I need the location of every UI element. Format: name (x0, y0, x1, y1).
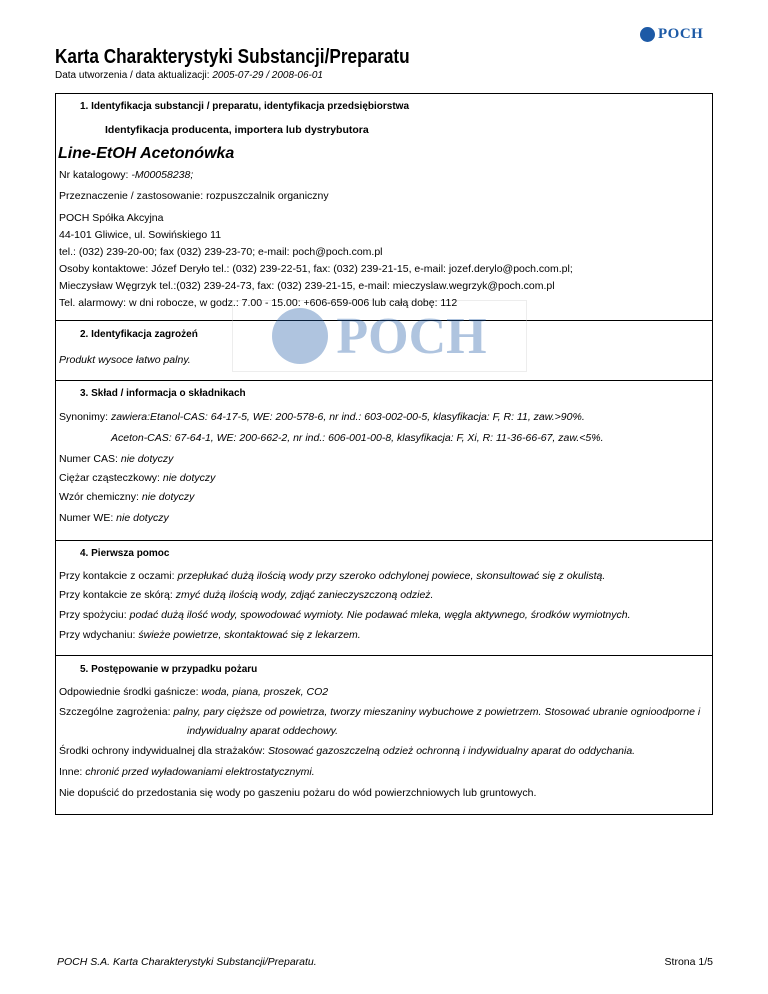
company-line: Osoby kontaktowe: Józef Deryło tel.: (032) 239-22-51, fax: (032) 239-21-15, e-mail: jozef.derylo@poch.com.pl; (59, 263, 573, 275)
poch-logo-icon (640, 27, 655, 42)
other-measures (59, 766, 315, 778)
field-value: nie dotyczy (120, 453, 174, 465)
firefighter-protection (59, 745, 635, 757)
company-line: Mieczysław Węgrzyk tel.:(032) 239-24-73, fax: (032) 239-21-15, e-mail: mieczyslaw.wegrzyk@poch.com.pl (59, 280, 555, 292)
field-value: palny, pary cięższe od powietrza, tworzy mieszaniny wybuchowe z powietrzem. Stosować ubranie ognioodporne i (173, 706, 701, 718)
first-aid-eyes (59, 570, 605, 582)
hazard-text (59, 354, 191, 366)
field-label: Przy kontakcie z oczami: (59, 570, 178, 582)
field-value: nie dotyczy (141, 491, 195, 503)
purpose-line: Przeznaczenie / zastosowanie: rozpuszczalnik organiczny (59, 190, 329, 202)
field-label: Ciężar cząsteczkowy: (59, 472, 163, 484)
product-name: Line-EtOH Acetonówka (58, 145, 235, 162)
field-label: Inne: (59, 766, 86, 778)
section-5-heading: 5. Postępowanie w przypadku pożaru (80, 664, 258, 675)
field-value: świeże powietrze, skontaktować się z lekarzem. (138, 629, 361, 641)
footer-document-name: POCH S.A. Karta Charakterystyki Substancji/Preparatu. (57, 956, 317, 968)
field-label: Środki ochrony indywidualnej dla strażaków: (59, 745, 268, 757)
special-hazards (59, 706, 700, 718)
synonyms-line-2 (111, 432, 604, 444)
dates-value: 2005-07-29 / 2008-06-01 (212, 70, 323, 81)
special-hazards-cont (187, 725, 338, 737)
first-aid-inhalation (59, 629, 361, 641)
synonyms-value-2: Aceton-CAS: 67-64-1, WE: 200-662-2, nr ind.: 606-001-00-8, klasyfikacja: F, Xi, R: 11-36-66-67, zaw.<5%. (111, 432, 604, 444)
water-runoff-note: Nie dopuścić do przedostania się wody po gaszeniu pożaru do wód powierzchniowych lub gruntowych. (59, 787, 537, 799)
document-dates (55, 70, 323, 81)
we-number (59, 512, 169, 524)
poch-watermark (232, 300, 527, 372)
watermark-text: POCH (336, 307, 487, 365)
synonyms-value: zawiera:Etanol-CAS: 64-17-5, WE: 200-578-6, nr ind.: 603-002-00-5, klasyfikacja: F, R: 11, zaw.>90%. (110, 411, 585, 423)
section-2-heading: 2. Identyfikacja zagrożeń (80, 329, 198, 340)
field-label: Szczególne zagrożenia: (59, 706, 174, 718)
company-line: 44-101 Gliwice, ul. Sowińskiego 11 (59, 229, 222, 241)
field-value: nie dotyczy (162, 472, 216, 484)
hazard-value: Produkt wysoce łatwo palny. (59, 354, 191, 366)
page-number: Strona 1/5 (664, 956, 713, 968)
field-label: Przy wdychaniu: (59, 629, 139, 641)
cas-number (59, 453, 173, 465)
catalog-number (59, 169, 193, 181)
field-label: Przy spożyciu: (59, 609, 130, 621)
logo-text: POCH (658, 26, 704, 42)
catalog-label: Nr katalogowy: (59, 169, 132, 181)
field-value: zmyć dużą ilością wody, zdjąć zanieczyszczoną odzież. (175, 589, 434, 601)
chemical-formula (59, 491, 194, 503)
company-line: Tel. alarmowy: w dni robocze, w godz.: 7.00 - 15.00: +606-659-006 lub całą dobę: 112 (59, 297, 458, 309)
field-value: woda, piana, proszek, CO2 (201, 686, 329, 698)
field-value: chronić przed wyładowaniami elektrostatycznymi. (85, 766, 315, 778)
catalog-value: -M00058238; (131, 169, 194, 181)
section-3-heading: 3. Skład / informacja o składnikach (80, 388, 246, 399)
field-value: przepłukać dużą ilością wody przy szeroko odchylonej powiece, skonsultować się z okulistą. (177, 570, 606, 582)
company-line: tel.: (032) 239-20-00; fax (032) 239-23-70; e-mail: poch@poch.com.pl (59, 246, 383, 258)
field-label: Przy kontakcie ze skórą: (59, 589, 176, 601)
field-label: Wzór chemiczny: (59, 491, 142, 503)
field-value: Stosować gazoszczelną odzież ochronną i indywidualny aparat do oddychania. (267, 745, 636, 757)
synonyms-line (59, 411, 585, 423)
field-value: nie dotyczy (116, 512, 169, 524)
extinguishing-media (59, 686, 328, 698)
section-1-heading: 1. Identyfikacja substancji / preparatu, identyfikacja przedsiębiorstwa (80, 101, 409, 112)
field-label: Numer CAS: (59, 453, 121, 465)
poch-logo (640, 26, 703, 43)
field-value: indywidualny aparat oddechowy. (187, 725, 338, 737)
synonyms-label: Synonimy: (59, 411, 111, 423)
field-label: Odpowiednie środki gaśnicze: (59, 686, 202, 698)
dates-label: Data utworzenia / data aktualizacji: (55, 70, 213, 81)
section-4-heading: 4. Pierwsza pomoc (80, 548, 170, 559)
field-label: Numer WE: (59, 512, 117, 524)
watermark-logo-icon (272, 308, 328, 364)
document-title: Karta Charakterystyki Substancji/Preparatu (55, 46, 410, 68)
molecular-weight (59, 472, 215, 484)
first-aid-skin (59, 589, 433, 601)
field-value: podać dużą ilość wody, spowodować wymioty. Nie podawać mleka, węgla aktywnego, środków wymiotnych. (129, 609, 631, 621)
section-1-subheading: Identyfikacja producenta, importera lub dystrybutora (105, 124, 369, 136)
company-line: POCH Spółka Akcyjna (59, 212, 164, 224)
first-aid-ingestion (59, 609, 631, 621)
